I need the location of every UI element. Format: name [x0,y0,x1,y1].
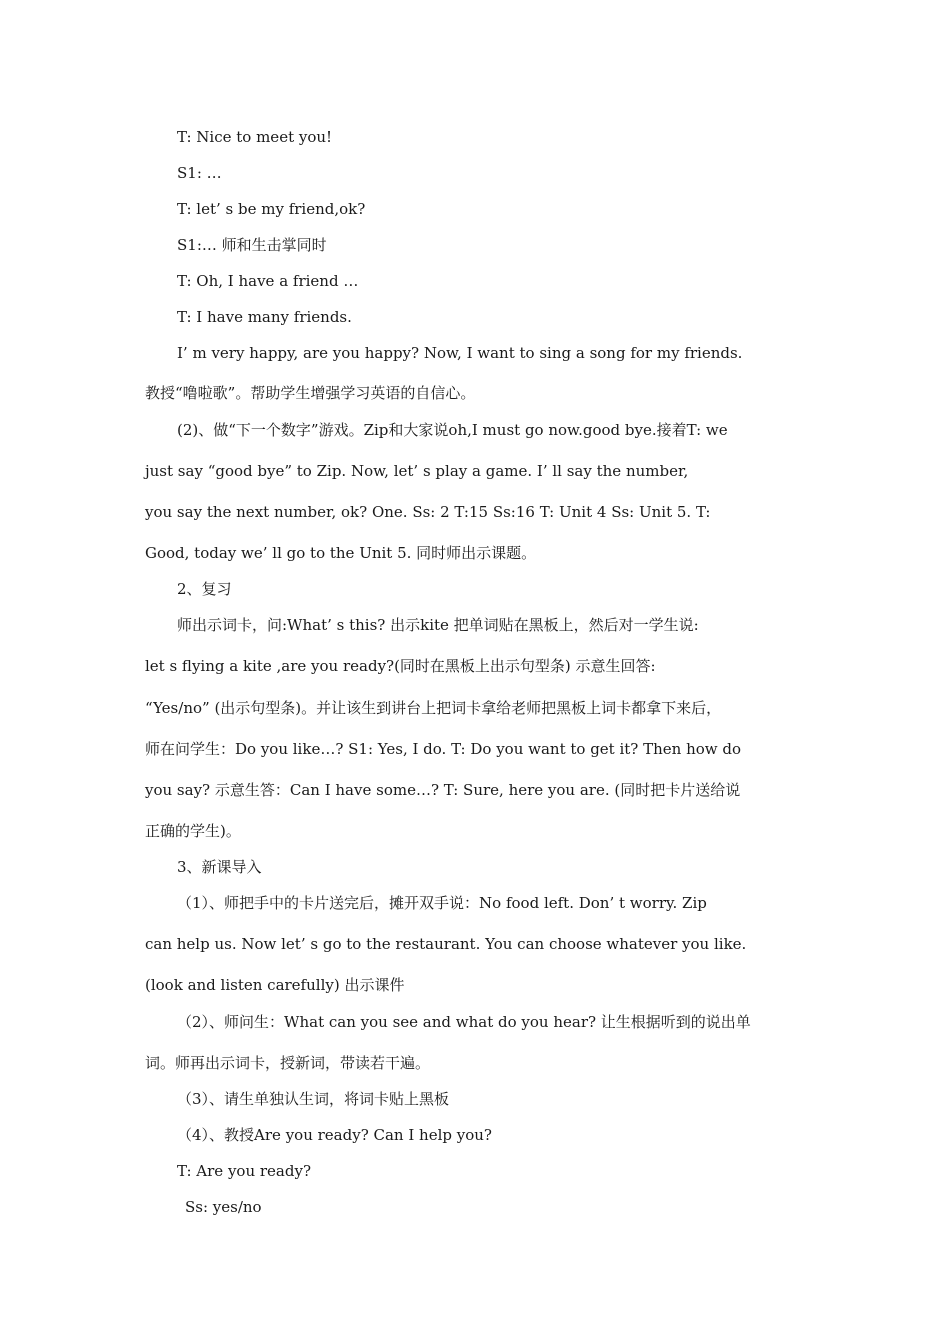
section-heading: 2、复习 [177,580,232,598]
text-line: 正确的学生)。 [145,822,241,840]
text-line: can help us. Now let’ s go to the restaurant. You can choose whatever you like. [145,935,747,953]
text-line: T: I have many friends. [177,308,352,326]
text-line: let s flying a kite ,are you ready?(同时在黑板上出示句型条) 示意生回答: [145,657,656,675]
text-line: 师在问学生：Do you like…? S1: Yes, I do. T: Do you want to get it? Then how do [145,740,742,758]
text-line: 教授“噜啦歌”。帮助学生增强学习英语的自信心。 [145,384,476,402]
text-line: T: Are you ready? [177,1162,311,1180]
text-line: （1）、师把手中的卡片送完后，摊开双手说：No food left. Don’ t worry. Zip [177,894,707,912]
text-line: “Yes/no” (出示句型条)。并让该生到讲台上把词卡拿给老师把黑板上词卡都拿下来后， [145,699,722,717]
text-line: 词。师再出示词卡，授新词，带读若干遍。 [145,1054,431,1072]
text-line: (2)、做“下一个数字”游戏。Zip和大家说oh,I must go now.good bye.接着T: we [177,421,728,439]
text-line: you say? 示意生答：Can I have some…? T: Sure, here you are. (同时把卡片送给说 [145,781,741,799]
text-line: (look and listen carefully) 出示课件 [145,976,405,994]
text-line: （3）、请生单独认生词，将词卡贴上黑板 [177,1090,450,1108]
text-line: just say “good bye” to Zip. Now, let’ s play a game. I’ ll say the number, [145,462,689,480]
text-line: T: let’ s be my friend,ok? [177,200,366,218]
text-line: S1: … [177,164,222,182]
section-heading: 3、新课导入 [177,858,262,876]
text-line: （2）、师问生：What can you see and what do you hear? 让生根据听到的说出单 [177,1013,751,1031]
text-line: T: Nice to meet you! [177,128,333,146]
text-line: Good, today we’ ll go to the Unit 5. 同时师出示课题。 [145,544,537,562]
text-line: Ss: yes/no [185,1198,262,1216]
text-line: （4）、教授Are you ready? Can I help you? [177,1126,492,1144]
text-line: 师出示词卡，问:What’ s this? 出示kite 把单词贴在黑板上，然后对一学生说: [177,616,699,634]
text-line: S1:… 师和生击掌同时 [177,236,327,254]
text-line: T: Oh, I have a friend … [177,272,359,290]
text-line: you say the next number, ok? One. Ss: 2 T:15 Ss:16 T: Unit 4 Ss: Unit 5. T: [145,503,711,521]
text-line: I’ m very happy, are you happy? Now, I want to sing a song for my friends. [177,344,743,362]
